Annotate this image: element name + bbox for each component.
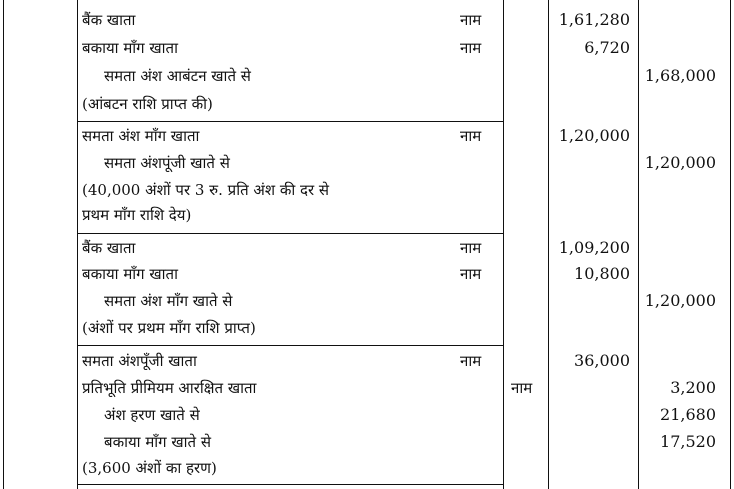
- debit-amount: 10,800: [574, 264, 630, 283]
- particular-text: बैंक खाता: [82, 11, 136, 29]
- entry-divider-3: [77, 345, 503, 346]
- particular-text: बैंक खाता: [82, 239, 136, 257]
- particular-text: समता अंश आबंटन खाते से: [104, 67, 251, 85]
- column-rule-date: [77, 0, 78, 489]
- particular-text: बकाया माँग खाता: [82, 39, 178, 57]
- dr-label: नाम: [460, 352, 482, 370]
- credit-amount: 1,68,000: [644, 66, 716, 85]
- debit-amount: 36,000: [574, 351, 630, 370]
- credit-amount: 17,520: [660, 432, 716, 451]
- particular-text: समता अंशपूँजी खाता: [82, 352, 197, 370]
- particular-text: अंश हरण खाते से: [104, 406, 200, 424]
- particular-text: समता अंश माँग खाते से: [104, 292, 233, 310]
- particular-text: प्रतिभूति प्रीमियम आरक्षित खाता: [82, 379, 257, 397]
- entry-divider-1: [77, 121, 503, 122]
- column-rule-particulars: [503, 0, 504, 489]
- dr-label: नाम: [460, 239, 482, 257]
- particular-text: समता अंशपूंजी खाते से: [104, 154, 230, 172]
- column-rule-left: [3, 0, 4, 489]
- narration-text: (आंबटन राशि प्राप्त की): [82, 95, 213, 113]
- lf-label: नाम: [511, 379, 533, 397]
- credit-amount: 1,20,000: [644, 291, 716, 310]
- narration-text: प्रथम माँग राशि देय): [82, 206, 192, 224]
- entry-divider-2: [77, 233, 503, 234]
- particular-text: बकाया माँग खाता: [82, 265, 178, 283]
- debit-amount: 1,61,280: [558, 10, 630, 29]
- narration-text: (अंशों पर प्रथम माँग राशि प्राप्त): [82, 319, 256, 337]
- dr-label: नाम: [460, 11, 482, 29]
- credit-amount: 21,680: [660, 405, 716, 424]
- column-rule-lf: [548, 0, 549, 489]
- column-rule-right: [730, 0, 731, 489]
- narration-text: (3,600 अंशों का हरण): [82, 459, 217, 477]
- debit-amount: 1,20,000: [558, 126, 630, 145]
- column-rule-debit: [638, 0, 639, 489]
- credit-amount: 1,20,000: [644, 153, 716, 172]
- entry-divider-4: [77, 484, 503, 485]
- dr-label: नाम: [460, 127, 482, 145]
- credit-amount: 3,200: [670, 378, 716, 397]
- particular-text: बकाया माँग खाते से: [104, 433, 212, 451]
- narration-text: (40,000 अंशों पर 3 रु. प्रति अंश की दर से: [82, 181, 330, 199]
- dr-label: नाम: [460, 39, 482, 57]
- debit-amount: 6,720: [584, 38, 630, 57]
- particular-text: समता अंश माँग खाता: [82, 127, 200, 145]
- debit-amount: 1,09,200: [558, 238, 630, 257]
- dr-label: नाम: [460, 265, 482, 283]
